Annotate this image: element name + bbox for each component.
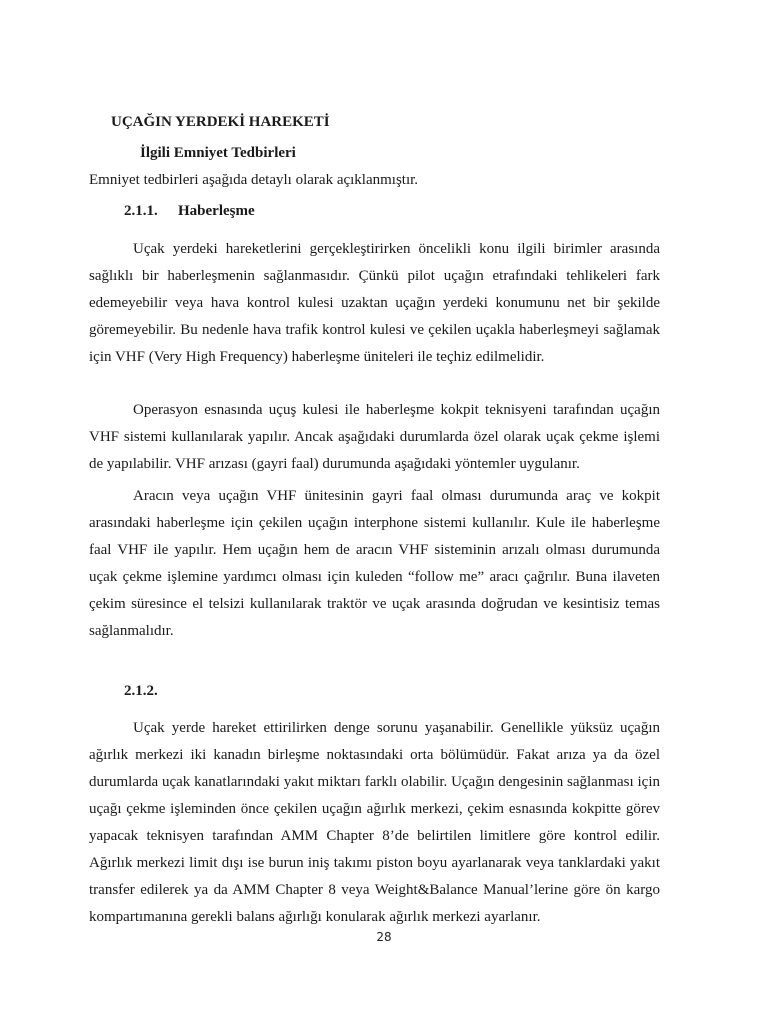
page-number: 28	[376, 930, 392, 944]
intro-text: Emniyet tedbirleri aşağıda detaylı olarak açıklanmıştır.	[89, 172, 419, 188]
section-heading-2-1-1	[124, 203, 255, 220]
paragraph: Aracın veya uçağın VHF ünitesinin gayri faal olması durumunda araç ve kokpit arasındaki haberleşme için çekilen uçağın interphone sistemi kullanılır. Kule ile haberleşme faal VHF ile yapılır. Hem uçağın hem de aracın VHF sisteminin arızalı olması durumunda uçak çekme işlemine yardımcı olması için kuleden “follow me” aracı çağrılır. Buna ilaveten çekim süresince el telsizi kullanılarak traktör ve uçak arasında doğrudan ve kesintisiz temas sağlanmalıdır.	[89, 488, 660, 639]
document-title: UÇAĞIN YERDEKİ HAREKETİ	[111, 114, 330, 130]
section-title: Haberleşme	[178, 203, 255, 219]
paragraph: Operasyon esnasında uçuş kulesi ile haberleşme kokpit teknisyeni tarafından uçağın VHF sistemi kullanılarak yapılır. Ancak aşağıdaki durumlarda özel olarak uçak çekme işlemi de yapılabilir. VHF arızası (gayri faal) durumunda aşağıdaki yöntemler uygulanır.	[89, 402, 660, 472]
section-number: 2.1.1.	[124, 203, 158, 219]
document-subtitle: İlgili Emniyet Tedbirleri	[140, 145, 296, 161]
section-number: 2.1.2.	[124, 683, 158, 699]
paragraph: Uçak yerde hareket ettirilirken denge sorunu yaşanabilir. Genellikle yüksüz uçağın ağırlık merkezi iki kanadın birleşme noktasındaki orta bölümüdür. Fakat arıza ya da özel durumlarda uçak kanatlarındaki yakıt miktarı farklı olabilir. Uçağın dengesinin sağlanması için uçağı çekme işleminden önce çekilen uçağın ağırlık merkezi, çekim esnasında kokpitte görev yapacak teknisyen tarafından AMM Chapter 8’de belirtilen limitlere göre kontrol edilir. Ağırlık merkezi limit dışı ise burun iniş takımı piston boyu ayarlanarak veya tanklardaki yakıt transfer edilerek ya da AMM Chapter 8 veya Weight&Balance Manual’lerine göre ön kargo kompartımanına gerekli balans ağırlığı konularak ağırlık merkezi ayarlanır.	[89, 720, 660, 925]
paragraph: Uçak yerdeki hareketlerini gerçekleştirirken öncelikli konu ilgili birimler arasında sağlıklı bir haberleşmenin sağlanmasıdır. Çünkü pilot uçağın etrafındaki tehlikeleri fark edemeyebilir veya hava kontrol kulesi uzaktan uçağın yerdeki konumunu net bir şekilde göremeyebilir. Bu nedenle hava trafik kontrol kulesi ve çekilen uçakla haberleşmeyi sağlamak için VHF (Very High Frequency) haberleşme üniteleri ile teçhiz edilmelidir.	[89, 241, 660, 365]
section-heading-2-1-2	[124, 683, 178, 700]
